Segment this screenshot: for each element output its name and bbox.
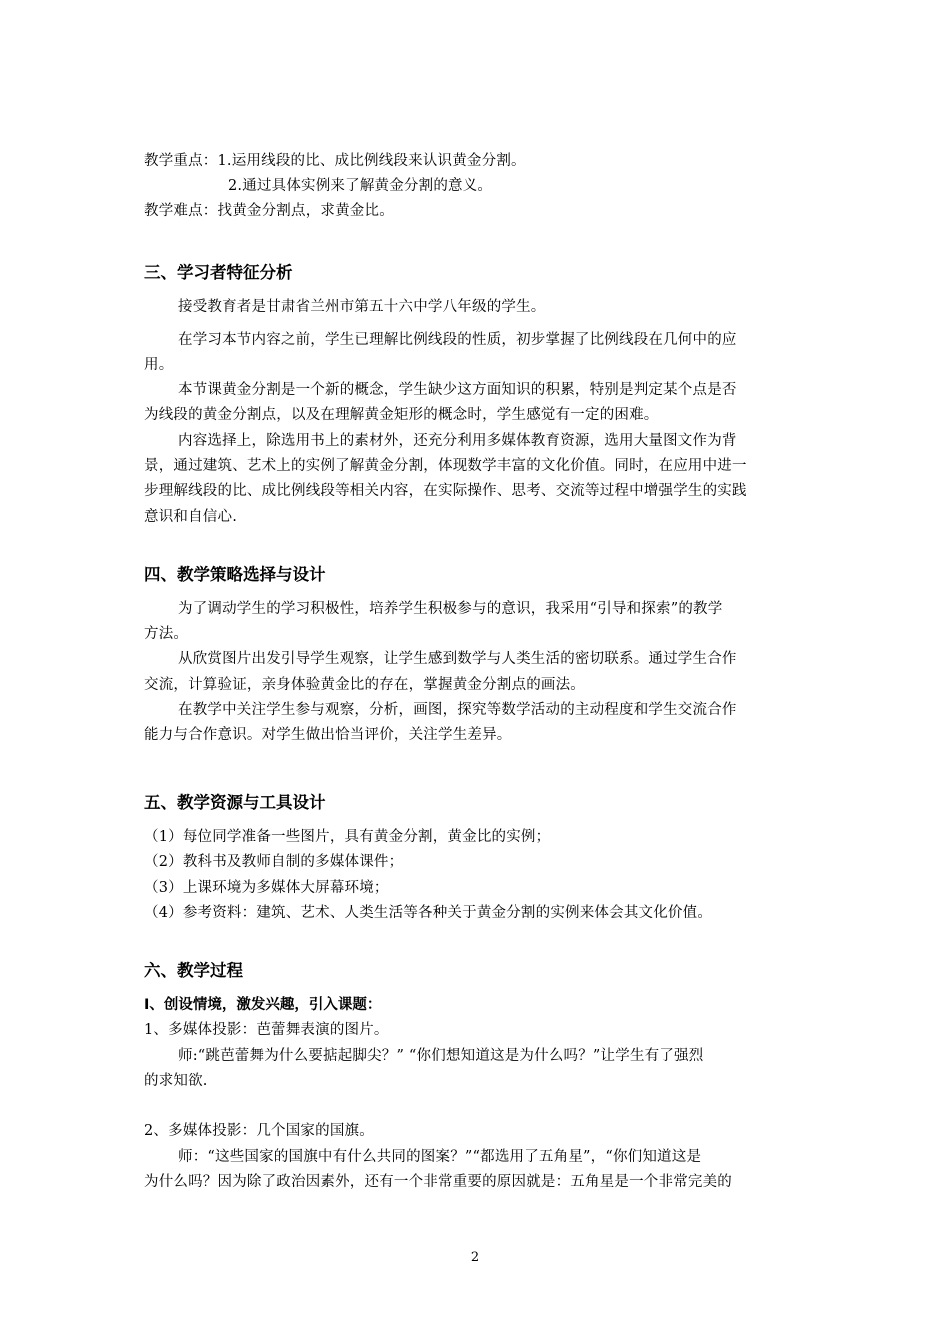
section-4-paragraph: 交流，计算验证，亲身体验黄金比的存在，掌握黄金分割点的画法。 bbox=[144, 677, 585, 693]
section-3-paragraph: 内容选择上，除选用书上的素材外，还充分利用多媒体教育资源，选用大量图文作为背 bbox=[178, 433, 737, 449]
teaching-focus-item-2: 2.通过具体实例来了解黄金分割的意义。 bbox=[228, 178, 493, 194]
section-3-paragraph: 用。 bbox=[144, 357, 174, 373]
section-3-paragraph: 意识和自信心. bbox=[144, 509, 238, 525]
section-6-subheading: Ⅰ、创设情境，激发兴趣，引入课题： bbox=[144, 997, 382, 1013]
section-6-heading: 六、教学过程 bbox=[144, 961, 243, 980]
section-4-heading: 四、教学策略选择与设计 bbox=[144, 565, 326, 584]
resource-list-item: （1）每位同学准备一些图片，具有黄金分割，黄金比的实例； bbox=[144, 829, 551, 845]
teaching-focus-line-1 bbox=[144, 152, 526, 170]
section-3-paragraph: 步理解线段的比、成比例线段等相关内容，在实际操作、思考、交流等过程中增强学生的实践 bbox=[144, 483, 747, 499]
section-3-paragraph: 在学习本节内容之前，学生已理解比例线段的性质，初步掌握了比例线段在几何中的应 bbox=[178, 332, 737, 348]
section-4-paragraph: 在教学中关注学生参与观察，分析，画图，探究等数学活动的主动程度和学生交流合作 bbox=[178, 702, 737, 718]
step-1-title: 1、多媒体投影：芭蕾舞表演的图片。 bbox=[144, 1022, 389, 1038]
section-3-paragraph: 景，通过建筑、艺术上的实例了解黄金分割，体现数学丰富的文化价值。同时，在应用中进一 bbox=[144, 458, 747, 474]
teaching-difficulty: 教学难点：找黄金分割点，求黄金比。 bbox=[144, 203, 394, 219]
step-1-text: 的求知欲. bbox=[144, 1073, 208, 1089]
page-number: 2 bbox=[470, 1250, 480, 1265]
section-3-paragraph: 为线段的黄金分割点，以及在理解黄金矩形的概念时，学生感觉有一定的困难。 bbox=[144, 407, 659, 423]
section-3-heading: 三、学习者特征分析 bbox=[144, 263, 293, 282]
step-1-text: 师:“跳芭蕾舞为什么要掂起脚尖？” “你们想知道这是为什么吗？”让学生有了强烈 bbox=[178, 1048, 704, 1064]
section-4-paragraph: 从欣赏图片出发引导学生观察，让学生感到数学与人类生活的密切联系。通过学生合作 bbox=[178, 651, 737, 667]
step-2-text: 为什么吗？因为除了政治因素外，还有一个非常重要的原因就是：五角星是一个非常完美的 bbox=[144, 1174, 732, 1190]
teaching-focus-item-1: 1.运用线段的比、成比例线段来认识黄金分割。 bbox=[217, 153, 526, 169]
resource-list-item: （2）教科书及教师自制的多媒体课件； bbox=[144, 854, 404, 870]
step-2-text: 师：“这些国家的国旗中有什么共同的图案？”“都选用了五角星”，“你们知道这是 bbox=[178, 1149, 702, 1165]
section-3-paragraph: 本节课黄金分割是一个新的概念，学生缺少这方面知识的积累，特别是判定某个点是否 bbox=[178, 382, 737, 398]
teaching-focus-label: 教学重点： bbox=[144, 153, 218, 169]
section-3-paragraph: 接受教育者是甘肃省兰州市第五十六中学八年级的学生。 bbox=[178, 299, 546, 315]
section-4-paragraph: 为了调动学生的学习积极性，培养学生积极参与的意识，我采用“引导和探索”的教学 bbox=[178, 601, 723, 617]
section-4-paragraph: 能力与合作意识。对学生做出恰当评价，关注学生差异。 bbox=[144, 727, 512, 743]
section-5-heading: 五、教学资源与工具设计 bbox=[144, 793, 326, 812]
resource-list-item: （4）参考资料：建筑、艺术、人类生活等各种关于黄金分割的实例来体会其文化价值。 bbox=[144, 905, 713, 921]
step-2-title: 2、多媒体投影：几个国家的国旗。 bbox=[144, 1123, 374, 1139]
section-4-paragraph: 方法。 bbox=[144, 626, 189, 642]
resource-list-item: （3）上课环境为多媒体大屏幕环境； bbox=[144, 880, 389, 896]
